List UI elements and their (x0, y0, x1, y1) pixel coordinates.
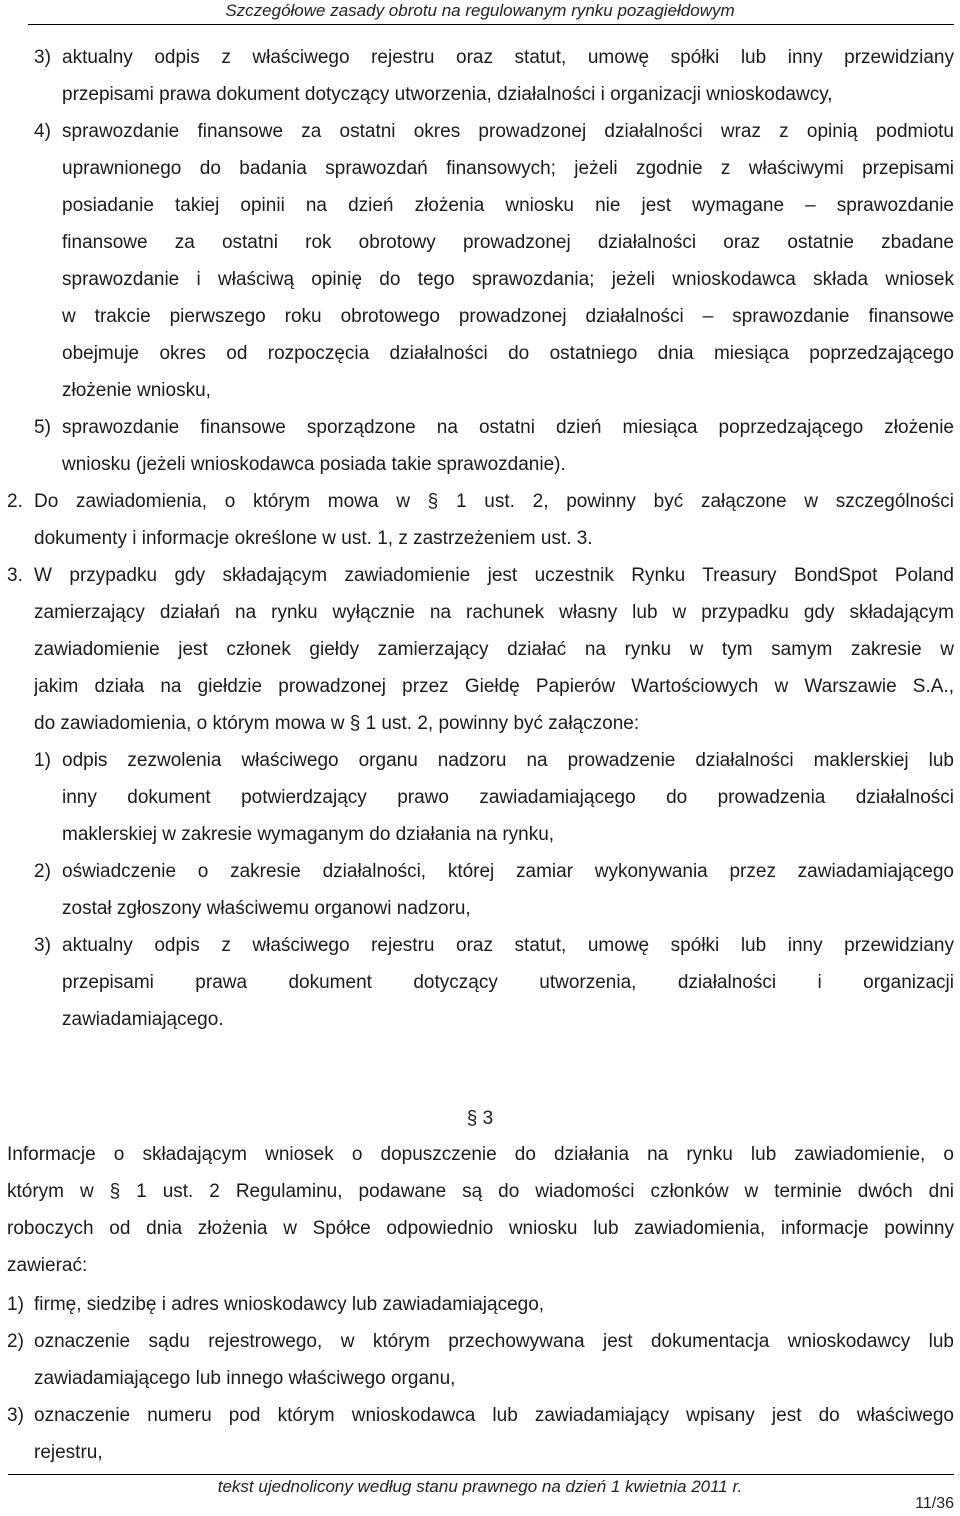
text-line: Informacje o składającym wniosek o dopuszczenie do działania na rynku lub zawiadomienie, o (7, 1144, 954, 1165)
text-line: uprawnionego do badania sprawozdań finansowych; jeżeli zgodnie z właściwymi przepisami (62, 158, 954, 179)
text-line: rejestru, (34, 1442, 103, 1463)
text-line: zawierać: (7, 1255, 88, 1276)
text-line: przepisami prawa dokument dotyczący utworzenia, działalności i organizacji wnioskodawcy, (62, 84, 833, 105)
list-item-number: 1) (34, 750, 51, 771)
list-item-number: 2) (7, 1331, 24, 1352)
text-line: zawiadomienie jest członek giełdy zamierzający działać na rynku w tym samym zakresie w (34, 639, 954, 660)
text-line: sprawozdanie finansowe za ostatni okres prowadzonej działalności wraz z opinią podmiotu (62, 121, 954, 142)
list-item-number: 3) (34, 47, 51, 68)
text-line: sprawozdanie i właściwą opinię do tego sprawozdania; jeżeli wnioskodawca składa wniosek (62, 269, 954, 290)
paragraph-number: 3. (7, 565, 23, 586)
text-line: inny dokument potwierdzający prawo zawiadamiającego do prowadzenia działalności (62, 787, 954, 808)
running-header: Szczegółowe zasady obrotu na regulowanym rynku pozagiełdowym (225, 1, 735, 20)
paragraph-number: 2. (7, 491, 23, 512)
text-line: sprawozdanie finansowe sporządzone na ostatni dzień miesiąca poprzedzającego złożenie (62, 417, 954, 438)
text-line: firmę, siedzibę i adres wnioskodawcy lub zawiadamiającego, (34, 1294, 545, 1315)
text-line: w trakcie pierwszego roku obrotowego prowadzonej działalności – sprawozdanie finansowe (62, 306, 954, 327)
text-line: oznaczenie numeru pod którym wnioskodawca lub zawiadamiający wpisany jest do właściwego (34, 1405, 954, 1426)
text-line: wniosku (jeżeli wnioskodawca posiada takie sprawozdanie). (62, 454, 566, 475)
running-footer: tekst ujednolicony według stanu prawnego na dzień 1 kwietnia 2011 r. (217, 1477, 743, 1496)
text-line: został zgłoszony właściwemu organowi nadzoru, (62, 898, 471, 919)
section-heading: § 3 (466, 1108, 494, 1129)
text-line: odpis zezwolenia właściwego organu nadzoru na prowadzenie działalności maklerskiej lub (62, 750, 954, 771)
header-rule (28, 24, 954, 25)
text-line: Do zawiadomienia, o którym mowa w § 1 ust. 2, powinny być załączone w szczególności (34, 491, 954, 512)
text-line: aktualny odpis z właściwego rejestru oraz statut, umowę spółki lub inny przewidziany (62, 47, 954, 68)
text-line: złożenie wniosku, (62, 380, 211, 401)
text-line: zawiadamiającego. (62, 1009, 224, 1030)
text-line: maklerskiej w zakresie wymaganym do działania na rynku, (62, 824, 555, 845)
text-line: posiadanie takiej opinii na dzień złożenia wniosku nie jest wymagane – sprawozdanie (62, 195, 954, 216)
text-line: dokumenty i informacje określone w ust. 1, z zastrzeżeniem ust. 3. (34, 528, 593, 549)
text-line: przepisami prawa dokument dotyczący utworzenia, działalności i organizacji (62, 972, 954, 993)
list-item-number: 3) (7, 1405, 24, 1426)
text-line: roboczych od dnia złożenia w Spółce odpowiednio wniosku lub zawiadomienia, informacje powinny (7, 1218, 954, 1239)
text-line: oznaczenie sądu rejestrowego, w którym przechowywana jest dokumentacja wnioskodawcy lub (34, 1331, 954, 1352)
list-item-number: 5) (34, 417, 51, 438)
footer-rule (8, 1474, 954, 1475)
text-line: finansowe za ostatni rok obrotowy prowadzonej działalności oraz ostatnie zbadane (62, 232, 954, 253)
list-item-number: 3) (34, 935, 51, 956)
text-line: jakim działa na giełdzie prowadzonej przez Giełdę Papierów Wartościowych w Warszawie S.A., (34, 676, 954, 697)
text-line: zamierzający działań na rynku wyłącznie na rachunek własny lub w przypadku gdy składającym (34, 602, 954, 623)
text-line: aktualny odpis z właściwego rejestru oraz statut, umowę spółki lub inny przewidziany (62, 935, 954, 956)
list-item-number: 4) (34, 121, 51, 142)
page-number: 11/36 (915, 1495, 954, 1512)
text-line: zawiadamiającego lub innego właściwego organu, (34, 1368, 456, 1389)
text-line: którym w § 1 ust. 2 Regulaminu, podawane są do wiadomości członków w terminie dwóch dni (7, 1181, 954, 1202)
text-line: obejmuje okres od rozpoczęcia działalności do ostatniego dnia miesiąca poprzedzającego (62, 343, 954, 364)
text-line: oświadczenie o zakresie działalności, której zamiar wykonywania przez zawiadamiającego (62, 861, 954, 882)
list-item-number: 2) (34, 861, 51, 882)
text-line: W przypadku gdy składającym zawiadomienie jest uczestnik Rynku Treasury BondSpot Poland (34, 565, 954, 586)
list-item-number: 1) (7, 1294, 24, 1315)
text-line: do zawiadomienia, o którym mowa w § 1 ust. 2, powinny być załączone: (34, 713, 640, 734)
